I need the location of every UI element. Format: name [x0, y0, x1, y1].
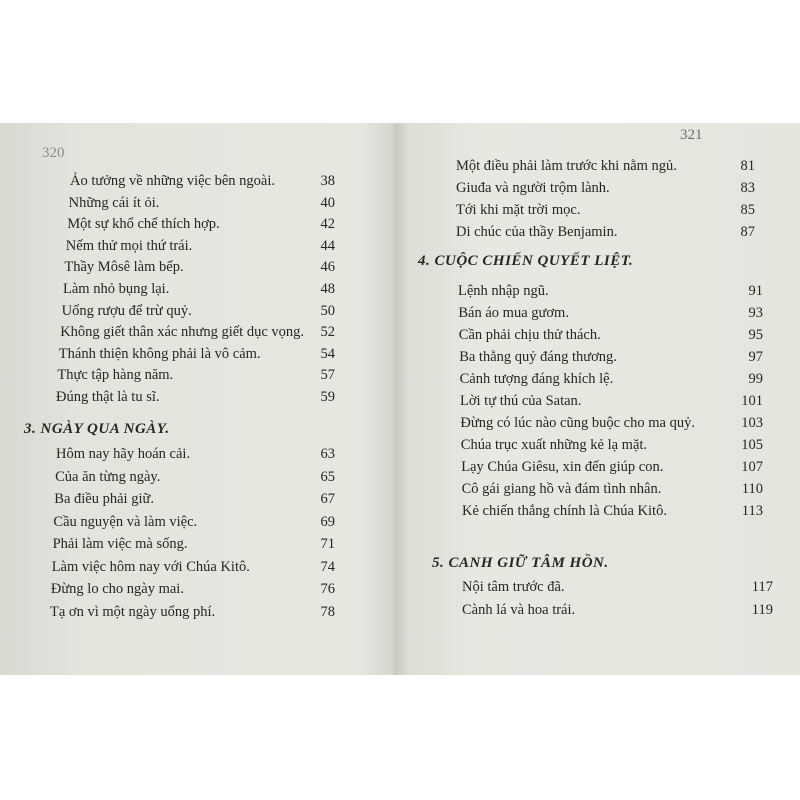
- entry-title: Ảo tưởng về những việc bên ngoài.: [70, 173, 275, 189]
- page-number: 320: [42, 145, 65, 161]
- entry-page-number: 46: [320, 259, 335, 276]
- entry-page-number: 95: [748, 327, 763, 343]
- entry-title: Lạy Chúa Giêsu, xin đến giúp con.: [461, 459, 664, 475]
- entry-page-number: 103: [741, 415, 763, 431]
- entry-title: Cành lá và hoa trái.: [462, 601, 576, 618]
- toc-entry: [58, 345, 335, 363]
- section-heading: 4. CUỘC CHIẾN QUYẾT LIỆT.: [418, 253, 634, 269]
- toc-entry: [456, 158, 755, 175]
- entry-title: Nội tâm trước đã.: [462, 579, 565, 595]
- entry-page-number: 76: [320, 581, 335, 597]
- toc-entry: [460, 415, 763, 432]
- toc-entry: [68, 194, 335, 212]
- entry-title: Làm việc hôm nay với Chúa Kitô.: [51, 558, 250, 575]
- toc-entry: [458, 283, 763, 300]
- toc-entry: [458, 327, 763, 344]
- entry-page-number: 57: [320, 367, 335, 384]
- toc-entry: [50, 581, 335, 598]
- entry-page-number: 44: [320, 237, 335, 254]
- entry-page-number: 42: [320, 216, 335, 233]
- entry-page-number: 101: [741, 393, 763, 409]
- entry-title: Tới khi mặt trời mọc.: [456, 202, 581, 218]
- toc-entry: [459, 371, 763, 388]
- entry-title: Một điều phải làm trước khi nằm ngủ.: [456, 158, 677, 174]
- section-heading: 5. CANH GIỮ TÂM HỒN.: [432, 555, 609, 571]
- entry-page-number: 78: [320, 603, 335, 620]
- toc-entry: [54, 491, 335, 508]
- toc-entry: [461, 481, 763, 498]
- toc-entry: [64, 259, 335, 276]
- toc-entry: [61, 302, 335, 320]
- entry-page-number: 74: [320, 558, 335, 575]
- entry-page-number: 119: [751, 601, 773, 618]
- toc-entry: [456, 202, 755, 219]
- entry-title: Thầy Môsê làm bếp.: [64, 259, 184, 276]
- entry-title: Thực tập hàng năm.: [57, 367, 174, 384]
- entry-title: Kẻ chiến thắng chính là Chúa Kitô.: [462, 503, 667, 519]
- page-number: 321: [680, 127, 703, 143]
- entry-page-number: 81: [740, 158, 755, 174]
- entry-page-number: 40: [320, 194, 335, 211]
- toc-entry: [461, 459, 763, 476]
- entry-page-number: 91: [748, 283, 763, 299]
- entry-page-number: 38: [320, 173, 335, 189]
- toc-entry: [51, 558, 335, 576]
- left-page: [0, 123, 396, 675]
- entry-page-number: 117: [751, 579, 773, 595]
- entry-title: Cần phải chịu thử thách.: [458, 327, 601, 343]
- toc-entry: [462, 579, 773, 596]
- entry-page-number: 63: [320, 446, 335, 462]
- entry-title: Chúa trục xuất những kẻ lạ mặt.: [460, 437, 648, 453]
- entry-page-number: 48: [320, 281, 335, 297]
- toc-entry: [50, 603, 335, 621]
- entry-title: Đúng thật là tu sĩ.: [56, 389, 160, 405]
- entry-title: Nếm thử mọi thứ trái.: [65, 237, 193, 254]
- entry-title: Phải làm việc mà sống.: [52, 536, 188, 552]
- entry-title: Cầu nguyện và làm việc.: [53, 513, 198, 530]
- entry-title: Làm nhỏ bụng lại.: [63, 281, 170, 297]
- toc-entry: [63, 281, 335, 298]
- entry-page-number: 65: [320, 468, 335, 485]
- toc-entry: [57, 367, 335, 384]
- entry-title: Tạ ơn vì một ngày uổng phí.: [50, 603, 216, 620]
- toc-entry: [56, 446, 335, 463]
- entry-title: Lời tự thú của Satan.: [460, 393, 582, 409]
- toc-entry: [52, 536, 335, 553]
- entry-page-number: 69: [320, 513, 335, 530]
- toc-entry: [70, 173, 335, 190]
- entry-page-number: 85: [740, 202, 755, 218]
- entry-title: Hôm nay hãy hoán cải.: [56, 446, 191, 462]
- toc-entry: [55, 468, 335, 486]
- entry-title: Đừng có lúc nào cũng buộc cho ma quỷ.: [460, 415, 695, 431]
- toc-entry: [456, 224, 755, 241]
- entry-title: Thánh thiện không phải là vô cảm.: [58, 345, 261, 362]
- entry-page-number: 99: [748, 371, 763, 387]
- entry-title: Không giết thân xác nhưng giết dục vọng.: [60, 324, 305, 341]
- entry-title: Đừng lo cho ngày mai.: [50, 581, 184, 597]
- entry-title: Ba điều phải giữ.: [54, 491, 154, 507]
- entry-page-number: 59: [320, 389, 335, 405]
- entry-page-number: 105: [741, 437, 763, 453]
- entry-title: Một sự khổ chế thích hợp.: [67, 216, 220, 233]
- entry-title: Những cái ít ỏi.: [68, 194, 160, 211]
- toc-entry: [60, 324, 335, 341]
- toc-entry: [56, 389, 335, 406]
- toc-entry: [460, 437, 763, 454]
- entry-title: Cảnh tượng đáng khích lệ.: [459, 371, 614, 387]
- entry-page-number: 87: [740, 224, 755, 240]
- toc-entry: [53, 513, 335, 531]
- entry-page-number: 50: [320, 302, 335, 319]
- book-photo: [0, 123, 800, 675]
- entry-page-number: 52: [320, 324, 335, 341]
- entry-title: Ba thằng quỷ đáng thương.: [459, 349, 617, 365]
- toc-entry: [460, 393, 763, 410]
- entry-page-number: 67: [320, 491, 335, 507]
- entry-title: Uống rượu để trừ quỷ.: [61, 302, 192, 319]
- entry-page-number: 97: [748, 349, 763, 365]
- toc-entry: [462, 503, 763, 520]
- entry-page-number: 113: [741, 503, 763, 519]
- entry-page-number: 54: [320, 345, 335, 362]
- toc-entry: [65, 237, 335, 255]
- entry-title: Lệnh nhập ngũ.: [458, 283, 549, 299]
- toc-entry: [459, 349, 763, 366]
- right-page: [398, 123, 800, 675]
- entry-title: Giuđa và người trộm lành.: [456, 180, 610, 196]
- toc-entry: [67, 216, 335, 233]
- entry-page-number: 93: [748, 305, 763, 321]
- toc-entry: [458, 305, 763, 322]
- entry-page-number: 83: [740, 180, 755, 196]
- toc-entry: [456, 180, 755, 197]
- entry-title: Bán áo mua gươm.: [458, 305, 569, 321]
- toc-entry: [462, 601, 773, 619]
- entry-page-number: 107: [741, 459, 763, 475]
- section-heading: 3. NGÀY QUA NGÀY.: [24, 421, 170, 437]
- entry-title: Di chúc của thầy Benjamin.: [456, 224, 618, 240]
- entry-title: Của ăn từng ngày.: [55, 468, 161, 485]
- entry-title: Cô gái giang hồ và đám tình nhân.: [461, 481, 662, 497]
- entry-page-number: 71: [320, 536, 335, 552]
- entry-page-number: 110: [741, 481, 763, 497]
